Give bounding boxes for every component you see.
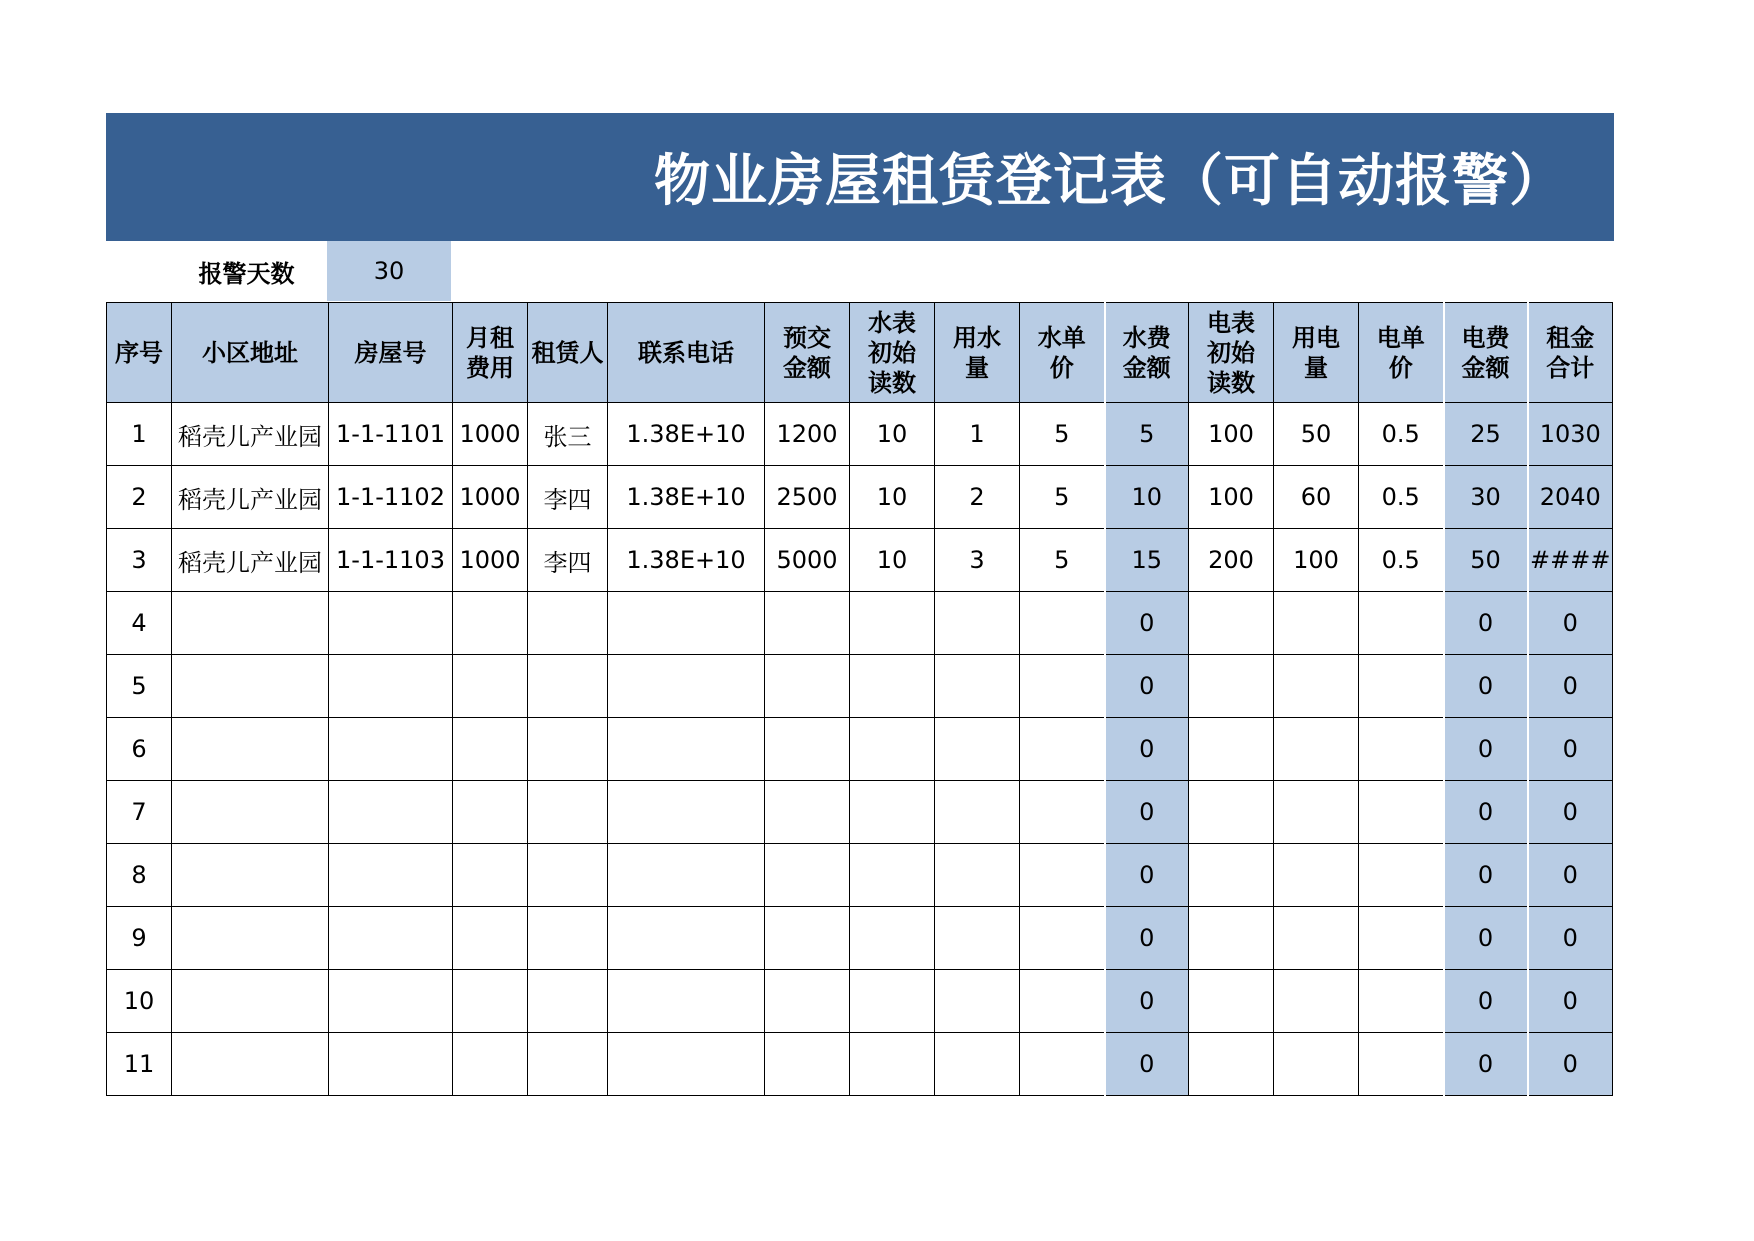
table-cell[interactable]: 2040 (1528, 466, 1613, 529)
table-cell[interactable]: 0 (1444, 718, 1528, 781)
alarm-days-label: 报警天数 (198, 259, 295, 288)
table-cell[interactable] (765, 592, 850, 655)
table-cell[interactable]: 0 (1444, 844, 1528, 907)
table-row (107, 844, 1613, 907)
table-cell[interactable] (453, 655, 528, 718)
table-cell[interactable]: 1-1-1101 (329, 403, 453, 466)
table-cell[interactable]: 1-1-1103 (329, 529, 453, 592)
table-cell[interactable] (1189, 655, 1274, 718)
table-row (107, 1033, 1613, 1096)
table-cell[interactable] (850, 1033, 935, 1096)
column-header-line: 金额 (1122, 353, 1171, 382)
table-cell[interactable] (172, 592, 329, 655)
table-cell[interactable] (1274, 844, 1359, 907)
table-cell[interactable] (1020, 970, 1105, 1033)
table-row (107, 781, 1613, 844)
table-cell[interactable]: 0 (1528, 907, 1613, 970)
table-cell[interactable] (172, 655, 329, 718)
table-row (107, 403, 1613, 466)
table-cell[interactable]: 25 (1444, 403, 1528, 466)
table-cell[interactable] (528, 907, 608, 970)
table-cell[interactable] (608, 655, 765, 718)
column-header-line: 水表 (868, 308, 916, 337)
table-cell[interactable]: 3 (935, 529, 1020, 592)
table-cell[interactable] (935, 655, 1020, 718)
table-row (107, 529, 1613, 592)
column-header-line: 用电 (1292, 323, 1340, 352)
column-header[interactable] (1105, 303, 1189, 403)
table-cell[interactable]: 10 (850, 403, 935, 466)
table-cell[interactable]: 0 (1105, 1033, 1189, 1096)
table-cell[interactable] (608, 907, 765, 970)
table-cell[interactable] (765, 655, 850, 718)
table-cell[interactable]: 0 (1105, 970, 1189, 1033)
table-cell[interactable] (528, 592, 608, 655)
table-cell[interactable]: 60 (1274, 466, 1359, 529)
table-cell[interactable] (1020, 1033, 1105, 1096)
table-cell[interactable] (453, 1033, 528, 1096)
table-cell[interactable] (528, 781, 608, 844)
column-header-line: 联系电话 (638, 338, 734, 367)
column-header-line: 量 (965, 353, 989, 382)
table-cell[interactable]: 30 (1444, 466, 1528, 529)
table-cell[interactable]: 0 (1528, 655, 1613, 718)
table-cell[interactable] (329, 592, 453, 655)
table-cell[interactable] (850, 781, 935, 844)
table-cell[interactable] (1359, 592, 1444, 655)
table-cell[interactable]: 5000 (765, 529, 850, 592)
table-cell[interactable]: 6 (107, 718, 172, 781)
table-cell[interactable]: 5 (1105, 403, 1189, 466)
table-cell[interactable]: 0 (1105, 718, 1189, 781)
table-cell[interactable] (329, 907, 453, 970)
table-cell[interactable]: 0 (1444, 1033, 1528, 1096)
table-cell[interactable]: 1-1-1102 (329, 466, 453, 529)
table-cell[interactable] (172, 907, 329, 970)
column-header[interactable] (1528, 303, 1613, 403)
table-row (107, 466, 1613, 529)
column-header[interactable] (1020, 303, 1105, 403)
table-cell[interactable] (850, 970, 935, 1033)
table-row (107, 592, 1613, 655)
column-header[interactable] (1359, 303, 1444, 403)
table-cell[interactable] (329, 970, 453, 1033)
table-cell[interactable]: 2500 (765, 466, 850, 529)
sheet-title-text: 物业房屋租赁登记表（可自动报警） (654, 149, 1566, 214)
column-header-line: 电费 (1461, 323, 1510, 352)
table-cell[interactable]: 10 (850, 529, 935, 592)
column-header[interactable] (850, 303, 935, 403)
table-row (107, 970, 1613, 1033)
table-cell[interactable]: 0 (1528, 1033, 1613, 1096)
table-cell[interactable] (329, 718, 453, 781)
column-header-line: 租金 (1546, 323, 1595, 352)
alarm-days-row (106, 241, 451, 301)
table-cell[interactable] (608, 781, 765, 844)
column-header-line: 合计 (1546, 353, 1595, 382)
table-cell[interactable]: 200 (1189, 529, 1274, 592)
table-cell[interactable]: 0 (1444, 907, 1528, 970)
table-cell[interactable]: 稻壳儿产业园 (172, 529, 329, 592)
table-cell[interactable] (1189, 781, 1274, 844)
table-cell[interactable]: 0 (1105, 592, 1189, 655)
table-cell[interactable] (1020, 844, 1105, 907)
column-header[interactable] (935, 303, 1020, 403)
table-cell[interactable]: 0 (1105, 655, 1189, 718)
table-cell[interactable]: 稻壳儿产业园 (172, 466, 329, 529)
table-cell[interactable]: 8 (107, 844, 172, 907)
column-header-line: 读数 (1207, 368, 1255, 397)
table-cell[interactable] (850, 844, 935, 907)
column-header-line: 量 (1304, 353, 1328, 382)
table-cell[interactable] (528, 655, 608, 718)
table-cell[interactable] (1274, 1033, 1359, 1096)
table-cell[interactable] (329, 781, 453, 844)
table-cell[interactable]: 0.5 (1359, 466, 1444, 529)
column-header-line: 电表 (1207, 308, 1255, 337)
table-cell[interactable] (1274, 592, 1359, 655)
table-cell[interactable] (528, 970, 608, 1033)
table-cell[interactable] (172, 718, 329, 781)
table-cell[interactable] (1189, 718, 1274, 781)
column-header-line: 预交 (783, 323, 831, 352)
table-cell[interactable] (1189, 844, 1274, 907)
table-cell[interactable]: 1000 (453, 529, 528, 592)
column-header-line: 水单 (1037, 323, 1086, 352)
table-cell[interactable] (850, 907, 935, 970)
table-cell[interactable] (608, 1033, 765, 1096)
column-header-line: 读数 (868, 368, 916, 397)
table-cell[interactable]: 4 (107, 592, 172, 655)
table-cell[interactable] (765, 1033, 850, 1096)
table-row (107, 718, 1613, 781)
column-header-line: 价 (1388, 353, 1413, 382)
table-cell[interactable] (608, 844, 765, 907)
table-cell[interactable]: 0 (1444, 970, 1528, 1033)
table-cell[interactable] (1359, 844, 1444, 907)
column-header[interactable] (453, 303, 528, 403)
table-cell[interactable]: 1.38E+10 (608, 529, 765, 592)
table-cell[interactable] (1274, 781, 1359, 844)
table-cell[interactable]: 张三 (528, 403, 608, 466)
table-cell[interactable]: 李四 (528, 529, 608, 592)
table-cell[interactable]: 2 (107, 466, 172, 529)
column-header[interactable] (608, 303, 765, 403)
table-cell[interactable]: 100 (1189, 466, 1274, 529)
sheet-title (106, 113, 1614, 241)
table-cell[interactable] (1020, 907, 1105, 970)
table-cell[interactable]: 1000 (453, 466, 528, 529)
table-cell[interactable] (453, 592, 528, 655)
column-header-line: 租赁人 (531, 338, 604, 367)
table-cell[interactable] (1189, 1033, 1274, 1096)
table-cell[interactable] (850, 655, 935, 718)
table-cell[interactable] (1359, 1033, 1444, 1096)
table-cell[interactable] (1359, 970, 1444, 1033)
table-cell[interactable]: 0 (1444, 781, 1528, 844)
table-cell[interactable]: 100 (1274, 529, 1359, 592)
table-cell[interactable] (850, 592, 935, 655)
column-header-line: 房屋号 (354, 338, 427, 367)
column-header[interactable] (107, 303, 172, 403)
table-cell[interactable] (608, 970, 765, 1033)
table-cell[interactable]: 0 (1105, 844, 1189, 907)
table-cell[interactable] (453, 970, 528, 1033)
table-cell[interactable] (453, 907, 528, 970)
table-cell[interactable]: 10 (1105, 466, 1189, 529)
table-cell[interactable] (935, 718, 1020, 781)
table-cell[interactable]: 0 (1528, 592, 1613, 655)
table-row (107, 907, 1613, 970)
table-cell[interactable] (528, 1033, 608, 1096)
table-cell[interactable] (1020, 781, 1105, 844)
column-header-line: 初始 (1207, 338, 1255, 367)
table-cell[interactable]: 1 (935, 403, 1020, 466)
table-cell[interactable] (172, 781, 329, 844)
table-cell[interactable] (608, 718, 765, 781)
table-cell[interactable] (172, 970, 329, 1033)
table-cell[interactable]: 15 (1105, 529, 1189, 592)
column-header-line: 初始 (868, 338, 916, 367)
table-cell[interactable]: 稻壳儿产业园 (172, 403, 329, 466)
column-header-line: 用水 (953, 323, 1001, 352)
column-header[interactable] (1274, 303, 1359, 403)
rental-table (106, 302, 1613, 1096)
table-cell[interactable] (935, 1033, 1020, 1096)
column-header-line: 金额 (1461, 353, 1510, 382)
table-cell[interactable] (172, 844, 329, 907)
table-cell[interactable]: 5 (107, 655, 172, 718)
table-cell[interactable]: 1030 (1528, 403, 1613, 466)
table-cell[interactable]: 50 (1444, 529, 1528, 592)
column-header-line: 水费 (1122, 323, 1171, 352)
table-cell[interactable] (1274, 655, 1359, 718)
table-cell[interactable]: #### (1528, 529, 1613, 592)
table-cell[interactable] (1359, 781, 1444, 844)
table-cell[interactable] (1189, 970, 1274, 1033)
table-cell[interactable]: 9 (107, 907, 172, 970)
table-cell[interactable]: 0.5 (1359, 529, 1444, 592)
column-header-line: 金额 (783, 353, 831, 382)
table-cell[interactable] (608, 592, 765, 655)
table-cell[interactable] (453, 781, 528, 844)
table-cell[interactable] (765, 844, 850, 907)
table-cell[interactable]: 5 (1020, 403, 1105, 466)
column-header-line: 费用 (466, 353, 514, 382)
column-header[interactable] (329, 303, 453, 403)
table-row (107, 655, 1613, 718)
table-cell[interactable]: 2 (935, 466, 1020, 529)
table-cell[interactable] (172, 1033, 329, 1096)
table-cell[interactable]: 0.5 (1359, 403, 1444, 466)
table-body (107, 403, 1613, 1096)
table-cell[interactable]: 0 (1528, 970, 1613, 1033)
column-header-line: 电单 (1376, 323, 1425, 352)
table-cell[interactable]: 1000 (453, 403, 528, 466)
table-cell[interactable]: 0 (1528, 781, 1613, 844)
table-cell[interactable]: 11 (107, 1033, 172, 1096)
table-cell[interactable] (1020, 655, 1105, 718)
table-cell[interactable]: 1 (107, 403, 172, 466)
column-header-line: 月租 (466, 323, 514, 352)
table-cell[interactable] (1274, 718, 1359, 781)
table-cell[interactable]: 1.38E+10 (608, 466, 765, 529)
table-cell[interactable]: 1200 (765, 403, 850, 466)
table-cell[interactable] (329, 655, 453, 718)
column-header[interactable] (528, 303, 608, 403)
table-cell[interactable] (1359, 718, 1444, 781)
column-header[interactable] (172, 303, 329, 403)
table-cell[interactable]: 0 (1444, 592, 1528, 655)
table-cell[interactable] (1020, 718, 1105, 781)
table-cell[interactable] (935, 907, 1020, 970)
table-cell[interactable] (1020, 592, 1105, 655)
column-header-line: 序号 (115, 338, 163, 367)
table-cell[interactable] (765, 970, 850, 1033)
table-cell[interactable] (1189, 592, 1274, 655)
table-cell[interactable]: 5 (1020, 529, 1105, 592)
table-cell[interactable]: 10 (850, 466, 935, 529)
table-cell[interactable]: 0 (1528, 718, 1613, 781)
table-cell[interactable] (453, 844, 528, 907)
table-cell[interactable] (935, 970, 1020, 1033)
table-cell[interactable] (935, 592, 1020, 655)
table-cell[interactable]: 10 (107, 970, 172, 1033)
column-header[interactable] (1444, 303, 1528, 403)
header-row (107, 303, 1613, 403)
table-cell[interactable] (935, 781, 1020, 844)
column-header-line: 小区地址 (202, 338, 298, 367)
column-header[interactable] (1189, 303, 1274, 403)
table-cell[interactable] (453, 718, 528, 781)
table-cell[interactable]: 5 (1020, 466, 1105, 529)
table-cell[interactable] (528, 718, 608, 781)
table-cell[interactable] (935, 844, 1020, 907)
table-cell[interactable]: 7 (107, 781, 172, 844)
column-header[interactable] (765, 303, 850, 403)
table-cell[interactable]: 0 (1105, 781, 1189, 844)
table-cell[interactable]: 0 (1528, 844, 1613, 907)
table-cell[interactable]: 0 (1444, 655, 1528, 718)
table-cell[interactable] (850, 718, 935, 781)
column-header-line: 价 (1049, 353, 1074, 382)
table-cell[interactable]: 李四 (528, 466, 608, 529)
table-cell[interactable] (765, 907, 850, 970)
table-cell[interactable] (329, 1033, 453, 1096)
table-cell[interactable]: 3 (107, 529, 172, 592)
table-cell[interactable] (1189, 907, 1274, 970)
alarm-days-input[interactable]: 30 (327, 241, 451, 301)
table-cell[interactable]: 1.38E+10 (608, 403, 765, 466)
table-cell[interactable] (329, 844, 453, 907)
table-cell[interactable]: 50 (1274, 403, 1359, 466)
table-cell[interactable] (1274, 907, 1359, 970)
table-cell[interactable]: 0 (1105, 907, 1189, 970)
table-cell[interactable] (528, 844, 608, 907)
table-cell[interactable] (1359, 655, 1444, 718)
table-cell[interactable] (765, 718, 850, 781)
table-cell[interactable] (1359, 907, 1444, 970)
table-cell[interactable] (1274, 970, 1359, 1033)
table-cell[interactable]: 100 (1189, 403, 1274, 466)
table-cell[interactable] (765, 781, 850, 844)
